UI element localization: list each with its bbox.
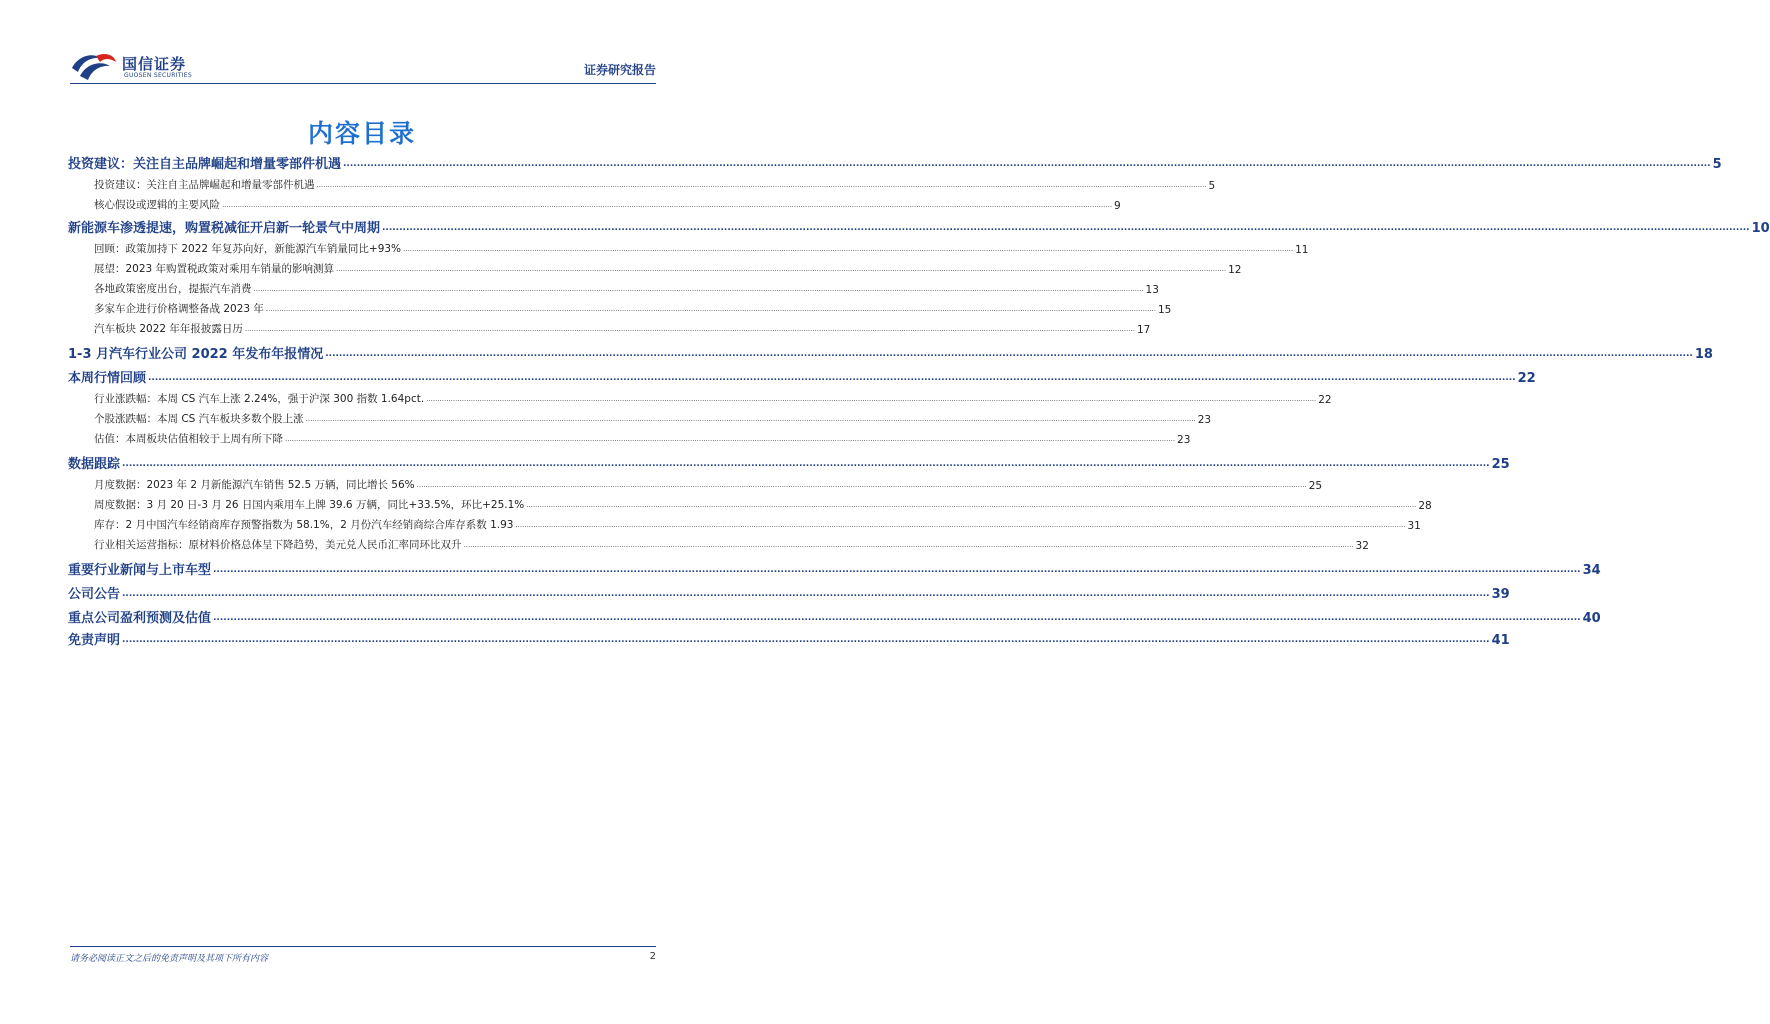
toc-entry-title: 月度数据：2023 年 2 月新能源汽车销售 52.5 万辆，同比增长 56% xyxy=(94,479,415,491)
toc-entry-level2[interactable] xyxy=(68,320,1151,336)
toc-entry-level2[interactable] xyxy=(68,516,1421,532)
toc-leader-dots: ................................................................................................................................................................................................................................................................................................................................................................................................................ xyxy=(325,349,1693,359)
toc-leader-dots: ................................................................................................................................................................................................................................................................................................................................................................................................................ xyxy=(526,501,1417,509)
toc-entry-level1[interactable] xyxy=(68,366,1536,386)
logo-english-name: GUOSEN SECURITIES xyxy=(124,72,193,79)
toc-entry-title: 新能源车渗透提速，购置税减征开启新一轮景气中周期 xyxy=(68,221,381,236)
toc-entry-level2[interactable] xyxy=(68,430,1191,446)
toc-entry-title: 重点公司盈利预测及估值 xyxy=(68,611,212,626)
toc-leader-dots: ................................................................................................................................................................................................................................................................................................................................................................................................................ xyxy=(463,541,1354,549)
toc-entry-page: 12 xyxy=(1228,264,1242,276)
toc-entry-level1[interactable] xyxy=(68,558,1601,578)
toc-entry-page: 9 xyxy=(1114,200,1121,212)
toc-entry-page: 34 xyxy=(1582,563,1601,578)
toc-entry-level2[interactable] xyxy=(68,176,1216,192)
toc-entry-title: 回顾：政策加持下 2022 年复苏向好，新能源汽车销量同比+93% xyxy=(94,243,402,255)
toc-entry-title: 本周行情回顾 xyxy=(68,371,147,386)
toc-entry-page: 25 xyxy=(1308,480,1323,492)
toc-entry-page: 10 xyxy=(1751,221,1770,236)
toc-entry-page: 32 xyxy=(1355,540,1369,552)
toc-entry-title: 公司公告 xyxy=(68,587,121,602)
toc-leader-dots: ................................................................................................................................................................................................................................................................................................................................................................................................................ xyxy=(253,285,1144,293)
toc-entry-level2[interactable] xyxy=(68,280,1159,296)
toc-entry-page: 11 xyxy=(1295,244,1309,256)
toc-leader-dots: ................................................................................................................................................................................................................................................................................................................................................................................................................ xyxy=(222,201,1113,209)
toc-leader-dots: ................................................................................................................................................................................................................................................................................................................................................................................................................ xyxy=(305,415,1196,423)
toc-entry-title: 数据跟踪 xyxy=(68,457,121,472)
toc-entry-title: 投资建议：关注自主品牌崛起和增量零部件机遇 xyxy=(94,179,315,191)
toc-entry-level2[interactable] xyxy=(68,390,1332,406)
toc-entry-level1[interactable] xyxy=(68,216,1770,236)
toc-entry-page: 31 xyxy=(1407,520,1421,532)
toc-entry-title: 展望：2023 年购置税政策对乘用车销量的影响测算 xyxy=(94,263,335,275)
toc-entry-level2[interactable] xyxy=(68,476,1323,492)
toc-entry-page: 40 xyxy=(1582,611,1601,626)
toc-leader-dots: ................................................................................................................................................................................................................................................................................................................................................................................................................ xyxy=(382,223,1750,233)
toc-entry-page: 23 xyxy=(1197,414,1212,426)
toc-entry-title: 各地政策密度出台，提振汽车消费 xyxy=(94,283,252,295)
guosen-logo xyxy=(70,52,220,82)
toc-title: 内容目录 xyxy=(307,119,416,148)
toc-entry-title: 1-3 月汽车行业公司 2022 年发布年报情况 xyxy=(68,347,324,362)
toc-entry-page: 25 xyxy=(1491,457,1510,472)
toc-leader-dots: ................................................................................................................................................................................................................................................................................................................................................................................................................ xyxy=(343,159,1711,169)
report-type-label: 证券研究报告 xyxy=(583,63,656,77)
toc-entry-title: 行业涨跌幅：本周 CS 汽车上涨 2.24%，强于沪深 300 指数 1.64pct. xyxy=(94,393,425,405)
toc-entry-level1[interactable] xyxy=(68,606,1601,626)
toc-entry-page: 17 xyxy=(1136,324,1151,336)
toc-entry-page: 18 xyxy=(1694,347,1713,362)
toc-leader-dots: ................................................................................................................................................................................................................................................................................................................................................................................................................ xyxy=(426,395,1317,403)
toc-entry-level2[interactable] xyxy=(68,240,1309,256)
toc-entry-page: 5 xyxy=(1208,180,1216,192)
page-header xyxy=(70,48,656,84)
toc-entry-page: 5 xyxy=(1712,157,1722,172)
toc-leader-dots: ................................................................................................................................................................................................................................................................................................................................................................................................................ xyxy=(316,181,1207,189)
toc-entry-level1[interactable] xyxy=(68,628,1510,648)
toc-leader-dots: ................................................................................................................................................................................................................................................................................................................................................................................................................ xyxy=(122,459,1490,469)
toc-entry-level1[interactable] xyxy=(68,342,1713,362)
toc-leader-dots: ................................................................................................................................................................................................................................................................................................................................................................................................................ xyxy=(285,435,1176,443)
toc-entry-title: 库存：2 月中国汽车经销商库存预警指数为 58.1%，2 月份汽车经销商综合库存系数 1.93 xyxy=(94,519,514,531)
toc-entry-title: 核心假设或逻辑的主要风险 xyxy=(94,199,220,211)
toc-entry-title: 行业相关运营指标：原材料价格总体呈下降趋势，美元兑人民币汇率同环比双升 xyxy=(94,539,462,551)
guosen-logo-icon xyxy=(70,52,118,82)
toc-leader-dots: ................................................................................................................................................................................................................................................................................................................................................................................................................ xyxy=(213,613,1581,623)
toc-entry-title: 汽车板块 2022 年年报披露日历 xyxy=(94,323,243,335)
toc-entry-title: 投资建议：关注自主品牌崛起和增量零部件机遇 xyxy=(68,157,342,172)
toc-entry-page: 13 xyxy=(1145,284,1159,296)
toc-entry-level1[interactable] xyxy=(68,152,1722,172)
toc-entry-page: 39 xyxy=(1491,587,1510,602)
toc-leader-dots: ................................................................................................................................................................................................................................................................................................................................................................................................................ xyxy=(244,325,1135,333)
toc-entry-level2[interactable] xyxy=(68,496,1432,512)
logo-chinese-name: 国信证券 xyxy=(122,55,187,73)
toc-entry-title: 多家车企进行价格调整备战 2023 年 xyxy=(94,303,264,315)
toc-entry-level1[interactable] xyxy=(68,452,1510,472)
toc-entry-level2[interactable] xyxy=(68,410,1212,426)
toc-entry-level2[interactable] xyxy=(68,536,1369,552)
toc-entry-page: 28 xyxy=(1418,500,1432,512)
toc-entry-title: 免责声明 xyxy=(68,633,121,648)
header-divider xyxy=(70,83,656,84)
footer-disclaimer: 请务必阅读正文之后的免责声明及其项下所有内容 xyxy=(70,954,269,964)
toc-entry-level2[interactable] xyxy=(68,260,1242,276)
toc-leader-dots: ................................................................................................................................................................................................................................................................................................................................................................................................................ xyxy=(122,589,1490,599)
toc-leader-dots: ................................................................................................................................................................................................................................................................................................................................................................................................................ xyxy=(403,245,1294,253)
toc-entry-level1[interactable] xyxy=(68,582,1510,602)
toc-entry-level2[interactable] xyxy=(68,196,1121,212)
toc-entry-title: 周度数据：3 月 20 日-3 月 26 日国内乘用车上牌 39.6 万辆，同比+33.5%，环比+25.1% xyxy=(94,499,525,511)
toc-leader-dots: ................................................................................................................................................................................................................................................................................................................................................................................................................ xyxy=(336,265,1227,273)
toc-entry-page: 22 xyxy=(1318,394,1332,406)
toc-leader-dots: ................................................................................................................................................................................................................................................................................................................................................................................................................ xyxy=(416,481,1307,489)
toc-entry-page: 41 xyxy=(1491,633,1510,648)
toc-leader-dots: ................................................................................................................................................................................................................................................................................................................................................................................................................ xyxy=(515,521,1406,529)
toc-entry-page: 15 xyxy=(1157,304,1172,316)
toc-entry-title: 个股涨跌幅：本周 CS 汽车板块多数个股上涨 xyxy=(94,413,304,425)
footer-divider xyxy=(70,946,656,947)
toc-leader-dots: ................................................................................................................................................................................................................................................................................................................................................................................................................ xyxy=(148,373,1516,383)
toc-entry-page: 22 xyxy=(1517,371,1536,386)
toc-leader-dots: ................................................................................................................................................................................................................................................................................................................................................................................................................ xyxy=(213,565,1581,575)
toc-leader-dots: ................................................................................................................................................................................................................................................................................................................................................................................................................ xyxy=(122,635,1490,645)
page-number: 2 xyxy=(649,951,656,962)
toc-entry-page: 23 xyxy=(1177,434,1191,446)
toc-entry-level2[interactable] xyxy=(68,300,1172,316)
toc-entry-title: 重要行业新闻与上市车型 xyxy=(68,563,212,578)
toc-entry-title: 估值：本周板块估值相较于上周有所下降 xyxy=(94,433,283,445)
toc-leader-dots: ................................................................................................................................................................................................................................................................................................................................................................................................................ xyxy=(265,305,1156,313)
